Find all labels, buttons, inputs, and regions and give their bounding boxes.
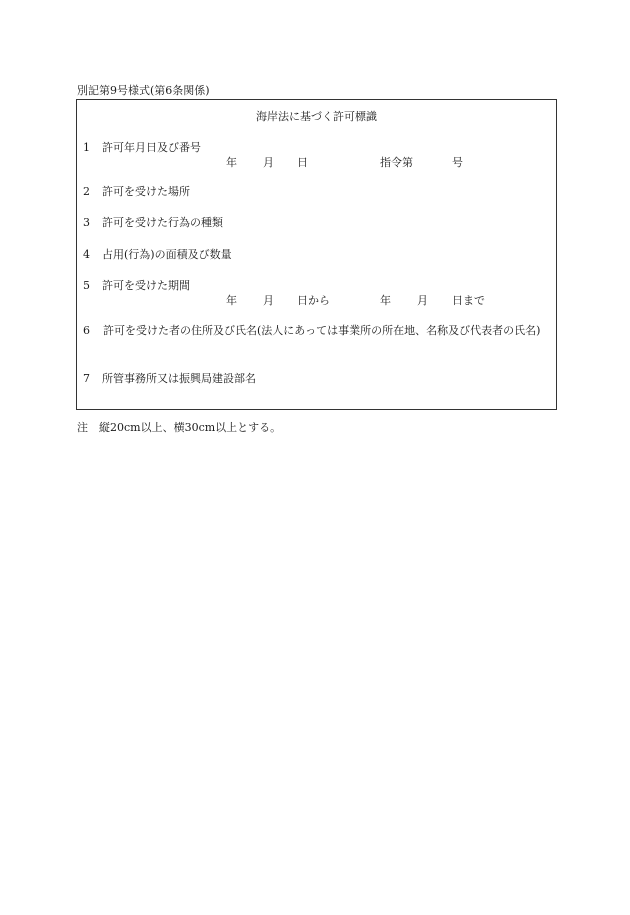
period-year-from: 年 <box>226 294 237 307</box>
date-year: 年 <box>226 156 237 169</box>
item-label: 許可年月日及び番号 <box>102 141 201 154</box>
order-prefix: 指令第 <box>380 156 413 169</box>
item-3 <box>83 216 223 230</box>
item-number: 4 <box>83 248 90 261</box>
item-label: 許可を受けた者の住所及び氏名(法人にあっては事業所の所在地、名称及び代表者の氏名) <box>103 324 541 337</box>
date-day: 日 <box>297 156 308 169</box>
item-label: 所管事務所又は振興局建設部名 <box>102 372 256 385</box>
item-number: 6 <box>83 324 90 337</box>
item-number: 3 <box>83 216 90 229</box>
order-suffix: 号 <box>452 156 463 169</box>
permit-sign-form <box>76 99 557 410</box>
item-5 <box>83 279 190 293</box>
item-4 <box>83 248 232 262</box>
period-month-to: 月 <box>417 294 428 307</box>
date-month: 月 <box>263 156 274 169</box>
item-label: 許可を受けた場所 <box>102 185 190 198</box>
period-month-from: 月 <box>263 294 274 307</box>
form-title: 海岸法に基づく許可標識 <box>256 110 377 123</box>
note-label: 注 <box>77 421 88 434</box>
item-number: 5 <box>83 279 90 292</box>
item-1 <box>83 141 201 155</box>
item-number: 2 <box>83 185 90 198</box>
item-7 <box>83 372 256 386</box>
item-2 <box>83 185 190 199</box>
item-number: 1 <box>83 141 90 154</box>
size-note <box>77 421 281 435</box>
note-text: 縦20cm以上、横30cm以上とする。 <box>99 421 282 434</box>
period-day-from: 日から <box>297 294 330 307</box>
item-label: 許可を受けた期間 <box>102 279 190 292</box>
item-6 <box>83 323 553 339</box>
item-number: 7 <box>83 372 90 385</box>
period-year-to: 年 <box>380 294 391 307</box>
item-label: 占用(行為)の面積及び数量 <box>102 248 232 261</box>
form-reference-header: 別記第9号様式(第6条関係) <box>77 84 210 97</box>
period-day-to: 日まで <box>452 294 485 307</box>
item-label: 許可を受けた行為の種類 <box>102 216 223 229</box>
